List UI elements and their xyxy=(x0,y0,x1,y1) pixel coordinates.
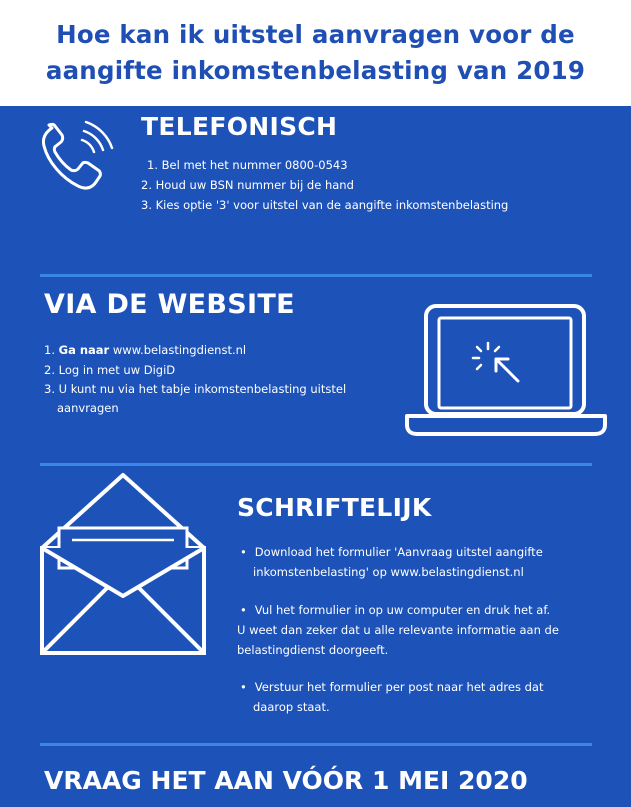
page-title-line-2: aangifte inkomstenbelasting van 2019 xyxy=(45,56,586,85)
website-step-3-line-2: aanvragen xyxy=(57,401,119,415)
schriftelijk-bullet-1-line-1: • Download het formulier 'Aanvraag uitstel aangifte xyxy=(240,542,543,562)
infographic-panel xyxy=(0,106,631,807)
telefonisch-step-3: 3. Kies optie '3' voor uitstel van de aangifte inkomstenbelasting xyxy=(141,198,509,212)
deadline-text: VRAAG HET AAN VÓÓR 1 MEI 2020 xyxy=(44,766,528,795)
schriftelijk-bullet-2-line-3: belastingdienst doorgeeft. xyxy=(237,643,389,657)
telefonisch-step-2: 2. Houd uw BSN nummer bij de hand xyxy=(141,178,354,192)
schriftelijk-bullet-3-line-2: daarop staat. xyxy=(253,700,330,714)
title-banner xyxy=(0,0,631,106)
telefonisch-heading: TELEFONISCH xyxy=(141,112,338,141)
schriftelijk-heading: SCHRIFTELIJK xyxy=(237,493,432,522)
website-step-1-bold: Ga naar xyxy=(58,343,110,357)
laptop-icon xyxy=(404,303,608,437)
website-step-1 xyxy=(44,340,246,360)
schriftelijk-bullet-2-line-1: • Vul het formulier in op uw computer en druk het af. xyxy=(240,600,550,620)
section-divider-1 xyxy=(40,274,592,277)
schriftelijk-bullet-3-line-1: • Verstuur het formulier per post naar het adres dat xyxy=(240,677,543,697)
envelope-icon xyxy=(39,468,207,658)
schriftelijk-bullet-1-line-2: inkomstenbelasting' op www.belastingdienst.nl xyxy=(253,565,524,579)
section-divider-3 xyxy=(40,743,592,746)
website-step-3-line-1: 3. U kunt nu via het tabje inkomstenbelasting uitstel xyxy=(44,382,347,396)
section-divider-2 xyxy=(40,463,592,466)
telefonisch-step-1: 1. Bel met het nummer 0800-0543 xyxy=(147,158,348,172)
page-title-line-1: Hoe kan ik uitstel aanvragen voor de xyxy=(56,20,575,49)
website-step-1-url: www.belastingdienst.nl xyxy=(109,343,247,357)
website-heading: VIA DE WEBSITE xyxy=(44,289,295,320)
phone-icon xyxy=(38,118,118,196)
website-step-2: 2. Log in met uw DigiD xyxy=(44,363,176,377)
schriftelijk-bullet-2-line-2: U weet dan zeker dat u alle relevante informatie aan de xyxy=(237,623,559,637)
website-step-1-number: 1. xyxy=(44,343,59,357)
